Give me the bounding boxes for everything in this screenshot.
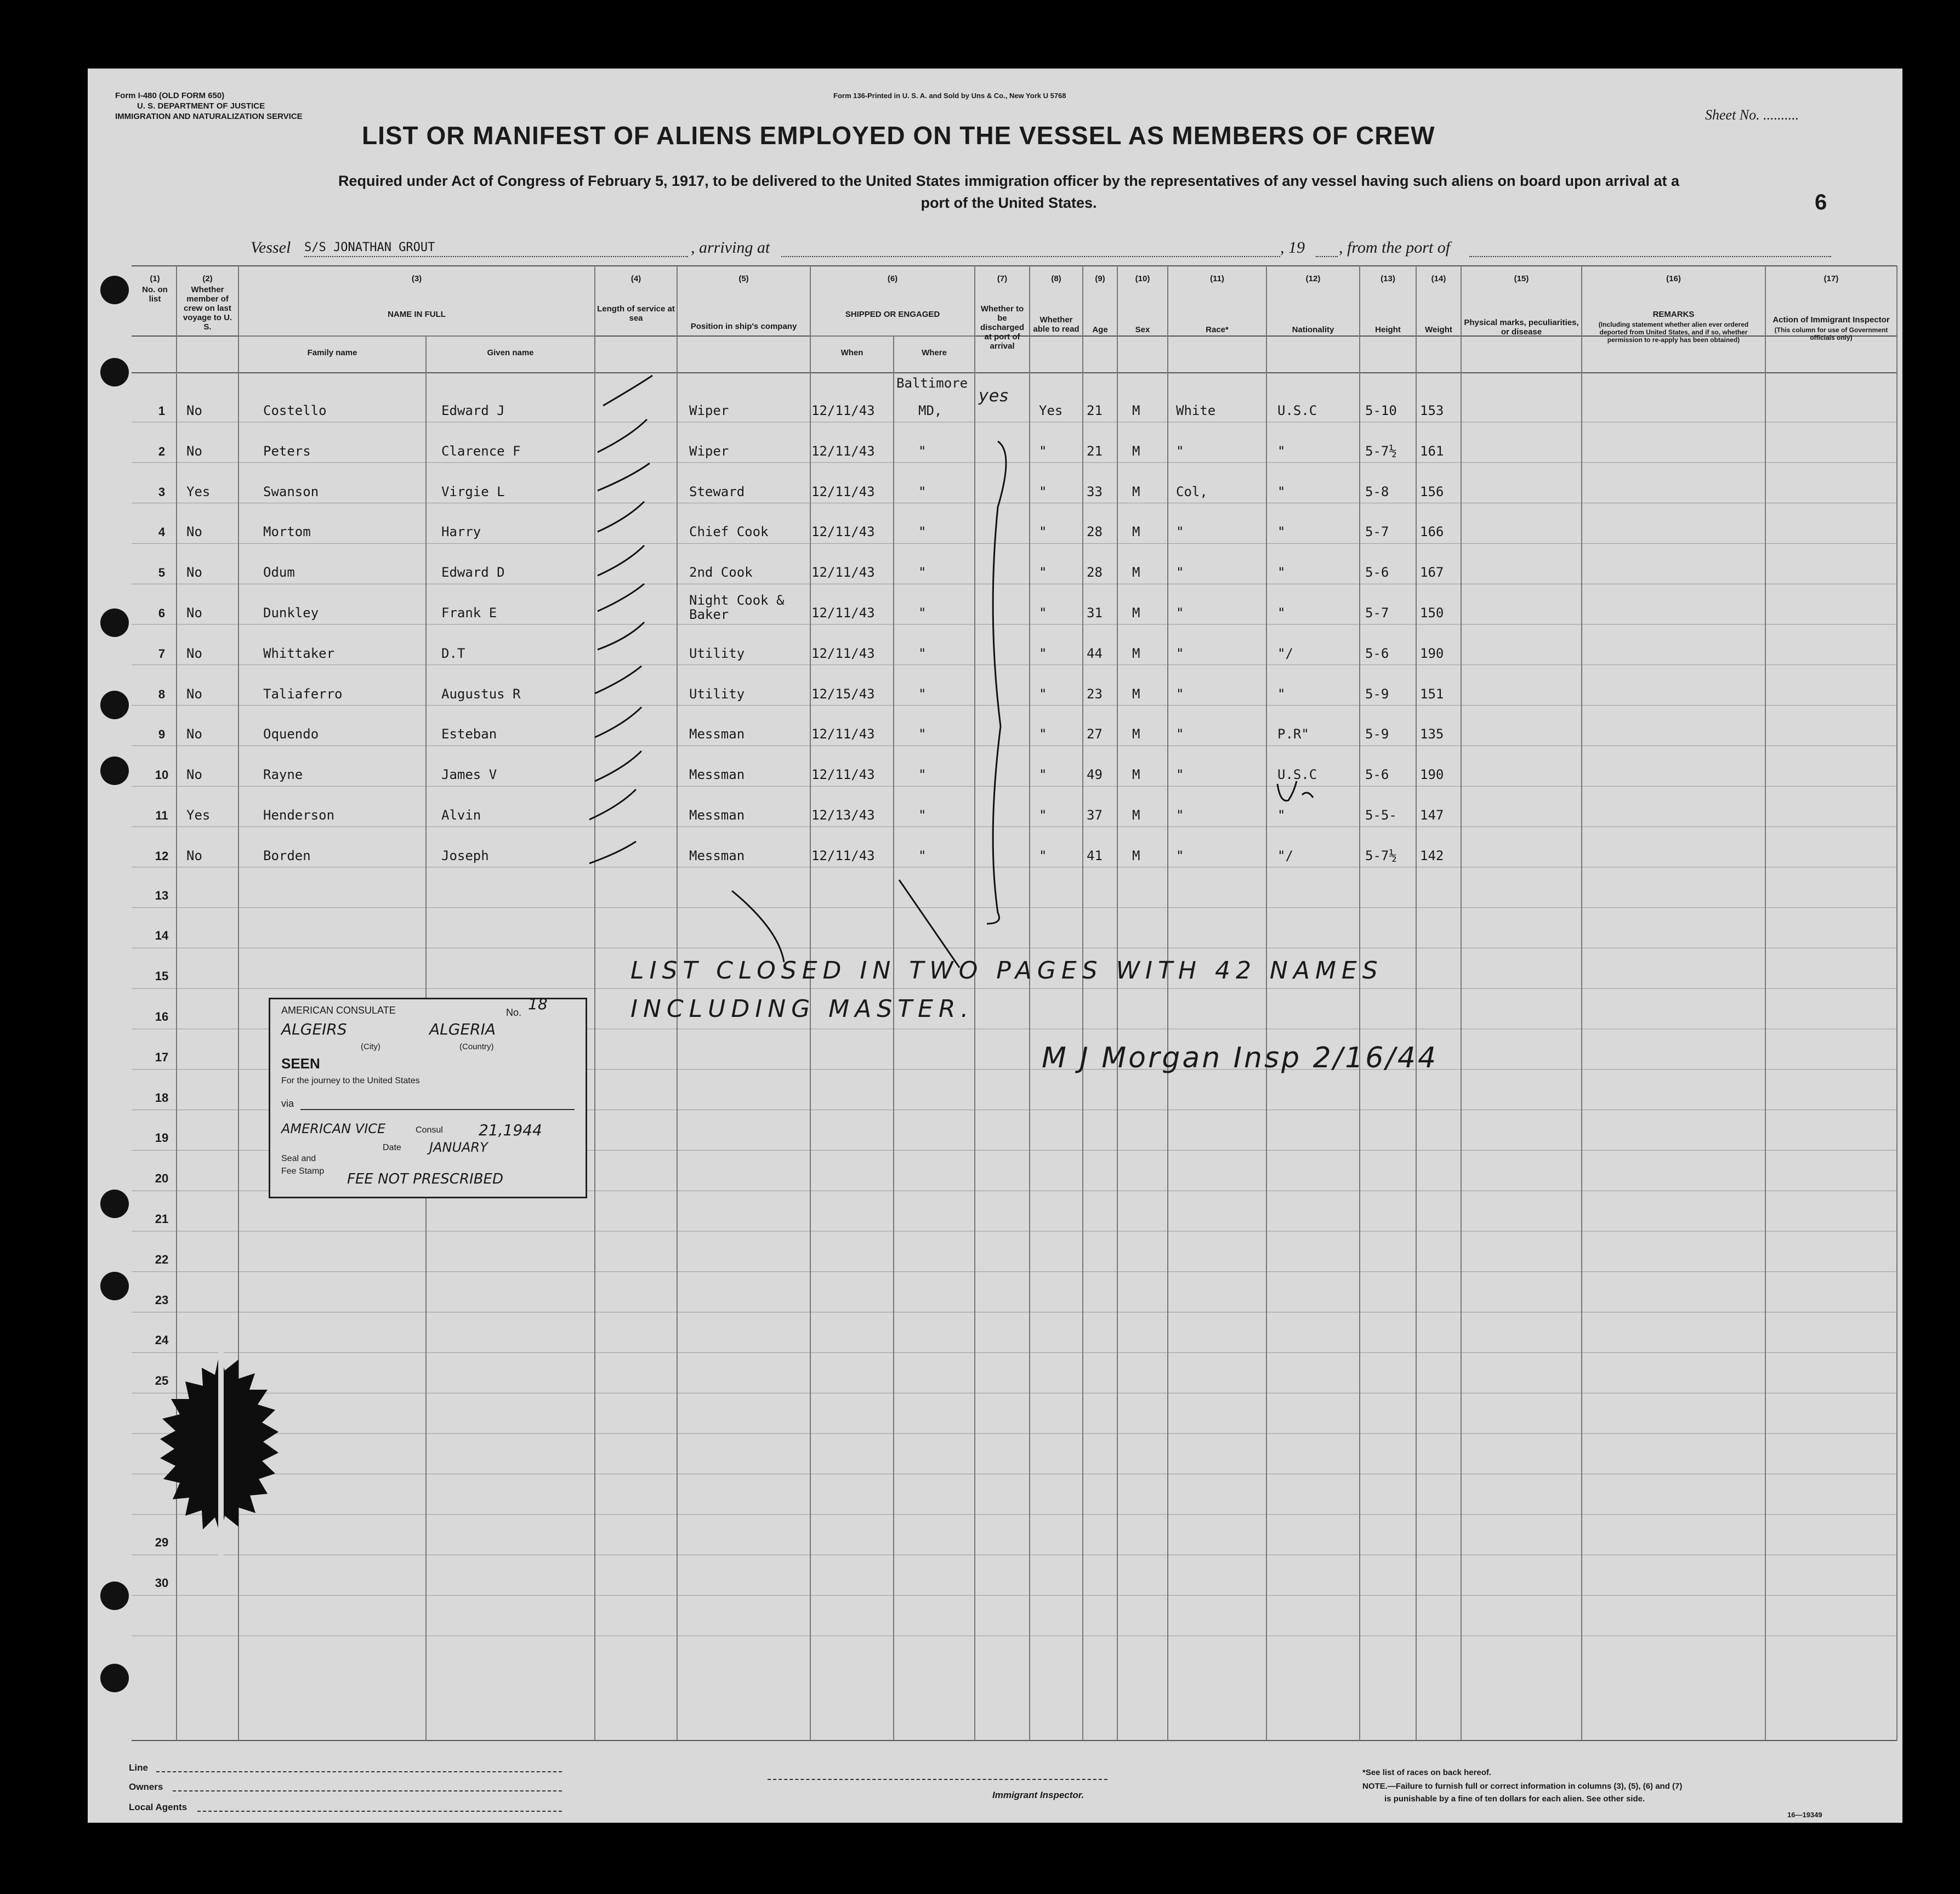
punch-hole <box>100 691 129 719</box>
cell-read: " <box>1039 565 1047 581</box>
cell-age: 21 <box>1087 403 1103 418</box>
cell-age: 23 <box>1087 686 1103 702</box>
cell-nationality: " <box>1277 524 1286 540</box>
cell-last-voyage: No <box>186 443 202 459</box>
stamp-consulate: AMERICAN CONSULATE <box>281 1005 396 1016</box>
footer-owners-label: Owners <box>129 1782 163 1792</box>
column-number: (5) <box>738 274 749 283</box>
cell-race: " <box>1176 443 1184 459</box>
punch-hole <box>100 757 129 785</box>
cell-where: " <box>918 645 927 661</box>
cell-read: " <box>1039 767 1047 783</box>
cell-family: Rayne <box>263 767 303 783</box>
department: U. S. DEPARTMENT OF JUSTICE <box>137 101 265 111</box>
row-number: 15 <box>155 969 169 983</box>
cell-height: 5-6 <box>1365 645 1389 661</box>
column-label: NAME IN FULL <box>388 310 446 319</box>
cell-family: Swanson <box>263 484 319 499</box>
cell-given: James V <box>441 767 497 783</box>
column-note: (This column for use of Government officials only) <box>1774 326 1888 342</box>
column-label: SHIPPED OR ENGAGED <box>845 310 940 319</box>
row-number: 10 <box>155 768 169 782</box>
cell-position: Wiper <box>689 403 729 418</box>
stamp-city-label: (City) <box>361 1042 380 1051</box>
cell-last-voyage: No <box>186 605 202 621</box>
cell-family: Peters <box>263 443 311 459</box>
cell-where: " <box>918 807 927 823</box>
row-number: 22 <box>155 1252 169 1266</box>
cell-read: " <box>1039 605 1047 621</box>
cell-read: " <box>1039 443 1047 459</box>
cell-where: " <box>918 848 927 863</box>
cell-last-voyage: No <box>186 686 202 702</box>
cell-nationality: " <box>1277 807 1286 823</box>
cell-height: 5-6 <box>1365 565 1389 581</box>
cell-position: Messman <box>689 767 745 783</box>
cell-sex: M <box>1132 484 1140 499</box>
arriving-underline <box>781 256 1280 257</box>
cell-given: Frank E <box>441 605 497 621</box>
cell-read: Yes <box>1039 403 1063 418</box>
cell-family: Henderson <box>263 807 335 823</box>
row-number: 5 <box>158 566 166 580</box>
cell-nationality: "/ <box>1277 848 1293 863</box>
cell-sex: M <box>1132 443 1140 459</box>
cell-weight: 142 <box>1420 848 1444 863</box>
cell-given: Joseph <box>441 848 489 863</box>
cell-height: 5-5- <box>1365 807 1397 823</box>
footer-agents-underline <box>197 1811 562 1812</box>
inspector-signature: M J Morgan Insp 2/16/44 <box>1042 1042 1439 1074</box>
cell-height: 5-8 <box>1365 484 1389 499</box>
column-label: Weight <box>1425 325 1452 334</box>
cell-position: Steward <box>689 484 745 499</box>
cell-sex: M <box>1132 726 1140 742</box>
cell-where: " <box>918 443 927 459</box>
cell-race: " <box>1176 645 1184 661</box>
cell-given: Harry <box>441 524 481 540</box>
row-number: 1 <box>158 404 166 418</box>
column-sublabel: Where <box>922 348 947 357</box>
cell-when: 12/11/43 <box>811 565 875 581</box>
cell-sex: M <box>1132 645 1140 661</box>
cell-family: Taliaferro <box>263 686 343 702</box>
vessel-underline <box>304 256 688 257</box>
cell-height: 5-9 <box>1365 726 1389 742</box>
cell-race: " <box>1176 767 1184 783</box>
column-label: Position in ship's company <box>690 322 797 331</box>
row-number: 21 <box>155 1212 169 1226</box>
row-number: 24 <box>155 1333 169 1347</box>
stamp-consul: Consul <box>416 1125 443 1135</box>
page-title: LIST OR MANIFEST OF ALIENS EMPLOYED ON THE VESSEL AS MEMBERS OF CREW <box>362 121 1435 150</box>
column-number: (8) <box>1051 274 1061 283</box>
punch-hole <box>100 608 129 637</box>
cell-position: Night Cook & Baker <box>689 593 785 622</box>
column-number: (7) <box>997 274 1008 283</box>
cell-last-voyage: Yes <box>186 807 211 823</box>
manifest-page <box>88 69 1902 1823</box>
cell-given: Virgie L <box>441 484 505 499</box>
inspector-signature-line <box>768 1779 1107 1780</box>
cell-height: 5-7 <box>1365 524 1389 540</box>
cell-weight: 151 <box>1420 686 1444 702</box>
cell-age: 49 <box>1087 767 1103 783</box>
cell-when: 12/15/43 <box>811 686 875 702</box>
cell-given: Edward D <box>441 565 505 581</box>
cell-sex: M <box>1132 403 1140 418</box>
cell-family: Mortom <box>263 524 311 540</box>
sheet-label: Sheet No. .......... <box>1705 107 1799 123</box>
cell-where: " <box>918 726 927 742</box>
cell-age: 33 <box>1087 484 1103 499</box>
stamp-date-label: Date <box>383 1143 401 1152</box>
cell-family: Dunkley <box>263 605 319 621</box>
cell-nationality: " <box>1277 686 1286 702</box>
stamp-date-value: 21,1944 <box>479 1121 542 1139</box>
stamp-no-label: No. <box>506 1007 522 1018</box>
cell-sex: M <box>1132 605 1140 621</box>
row-number: 2 <box>158 444 166 458</box>
consulate-stamp <box>269 995 587 1198</box>
column-sublabel: Family name <box>307 348 357 357</box>
cell-last-voyage: No <box>186 403 202 418</box>
column-number: (2) <box>202 274 213 283</box>
cell-nationality: U.S.C <box>1277 403 1317 418</box>
year-label: , 19 <box>1280 238 1305 257</box>
column-label: REMARKS <box>1652 310 1695 319</box>
cell-nationality: U.S.C <box>1277 767 1317 783</box>
cell-where: MD, <box>918 403 942 418</box>
row-number: 25 <box>155 1374 169 1388</box>
cell-height: 5-6 <box>1365 767 1389 783</box>
column-label: Whether able to read <box>1033 315 1080 334</box>
cell-given: D.T <box>441 645 465 661</box>
stamp-via: via <box>281 1098 294 1109</box>
cell-read: " <box>1039 848 1047 863</box>
row-number: 9 <box>158 727 166 742</box>
arriving-label: , arriving at <box>691 238 770 257</box>
column-label: Whether to be discharged at port of arrival <box>980 304 1025 351</box>
cell-read: " <box>1039 645 1047 661</box>
row-number: 16 <box>155 1010 169 1023</box>
cell-last-voyage: No <box>186 524 202 540</box>
cell-age: 44 <box>1087 645 1103 661</box>
cell-age: 37 <box>1087 807 1103 823</box>
subtitle-line2: port of the United States. <box>921 195 1097 211</box>
cell-race: " <box>1176 605 1184 621</box>
cell-when: 12/13/43 <box>811 807 875 823</box>
column-number: (9) <box>1095 274 1105 283</box>
stamp-seal-label: Seal and <box>281 1154 316 1163</box>
column-label: No. on list <box>142 285 168 304</box>
cell-read: " <box>1039 726 1047 742</box>
stamp-fee-label: Fee Stamp <box>281 1167 325 1176</box>
cell-age: 31 <box>1087 605 1103 621</box>
punch-hole <box>100 1272 129 1300</box>
row-number: 20 <box>155 1171 169 1186</box>
row-number: 30 <box>155 1576 169 1590</box>
cell-age: 28 <box>1087 565 1103 581</box>
column-number: (6) <box>887 274 898 283</box>
cell-position: Wiper <box>689 443 729 459</box>
row-number: 29 <box>155 1535 169 1550</box>
cell-age: 28 <box>1087 524 1103 540</box>
column-number: (3) <box>411 274 422 283</box>
column-label: Race* <box>1206 325 1229 334</box>
cell-height: 5-10 <box>1365 403 1397 418</box>
cell-when: 12/11/43 <box>811 645 875 661</box>
cell-position: Messman <box>689 807 745 823</box>
row-number: 8 <box>158 687 166 701</box>
cell-position: 2nd Cook <box>689 565 753 581</box>
stamp-city: ALGEIRS <box>281 1020 347 1038</box>
cell-position: Chief Cook <box>689 524 769 540</box>
stamp-vice: AMERICAN VICE <box>281 1121 386 1136</box>
footer-races-note: *See list of races on back hereof. <box>1362 1768 1492 1777</box>
cell-when: 12/11/43 <box>811 848 875 863</box>
column-sublabel: Given name <box>487 348 534 357</box>
cell-last-voyage: No <box>186 565 202 581</box>
cell-when: 12/11/43 <box>811 443 875 459</box>
row-number: 11 <box>155 809 168 822</box>
cell-given: Edward J <box>441 403 505 418</box>
cell-sex: M <box>1132 524 1140 540</box>
cell-when: 12/11/43 <box>811 524 875 540</box>
stamp-journey: For the journey to the United States <box>281 1076 420 1085</box>
cell-sex: M <box>1132 848 1140 863</box>
cell-last-voyage: Yes <box>186 484 211 499</box>
cell-weight: 135 <box>1420 726 1444 742</box>
row-number: 17 <box>155 1050 169 1064</box>
cell-family: Borden <box>263 848 311 863</box>
punch-hole <box>100 1582 129 1610</box>
column-label: Nationality <box>1292 325 1334 334</box>
cell-position: Messman <box>689 726 745 742</box>
stamp-fee-text: FEE NOT PRESCRIBED <box>347 1171 503 1187</box>
cell-read: " <box>1039 524 1047 540</box>
cell-sex: M <box>1132 807 1140 823</box>
sheet-number: 6 <box>1815 190 1827 214</box>
cell-weight: 150 <box>1420 605 1444 621</box>
row-number: 19 <box>155 1131 169 1145</box>
stamp-country: ALGERIA <box>429 1020 496 1038</box>
stamp-via-line <box>300 1109 575 1110</box>
column-label: Height <box>1375 325 1401 334</box>
cell-age: 27 <box>1087 726 1103 742</box>
cell-where-city: Baltimore <box>896 376 968 391</box>
cell-race: " <box>1176 848 1184 863</box>
column-label: Physical marks, peculiarities, or disease <box>1464 318 1579 337</box>
column-note: (Including statement whether alien ever ordered deported from United States, and if so, whether permission to re-apply has been obtained) <box>1598 321 1749 344</box>
column-label: Whether member of crew on last voyage to U. S. <box>183 285 232 332</box>
cell-family: Oquendo <box>263 726 319 742</box>
cell-where: " <box>918 686 927 702</box>
column-number: (14) <box>1431 274 1446 283</box>
cell-height: 5-7 <box>1365 605 1389 621</box>
cell-when: 12/11/43 <box>811 767 875 783</box>
column-number: (12) <box>1305 274 1321 283</box>
cell-race: " <box>1176 807 1184 823</box>
cell-age: 21 <box>1087 443 1103 459</box>
cell-last-voyage: No <box>186 848 202 863</box>
column-number: (10) <box>1135 274 1150 283</box>
stamp-country-label: (Country) <box>459 1042 494 1051</box>
cell-family: Costello <box>263 403 327 418</box>
cell-sex: M <box>1132 686 1140 702</box>
column-number: (16) <box>1666 274 1681 283</box>
cell-sex: M <box>1132 767 1140 783</box>
row-number: 13 <box>155 888 169 902</box>
cell-where: " <box>918 767 927 783</box>
row-number: 18 <box>155 1090 169 1105</box>
cell-given: Augustus R <box>441 686 521 702</box>
cell-height: 5-7½ <box>1365 443 1397 459</box>
cell-read: " <box>1039 686 1047 702</box>
column-number: (11) <box>1210 274 1224 283</box>
row-number: 14 <box>155 929 169 943</box>
column-number: (17) <box>1823 274 1839 283</box>
row-number: 4 <box>158 525 166 539</box>
service: IMMIGRATION AND NATURALIZATION SERVICE <box>115 112 303 121</box>
cell-sex: M <box>1132 565 1140 581</box>
cell-height: 5-7½ <box>1365 848 1397 863</box>
punch-hole <box>100 1190 129 1218</box>
stamp-seen: SEEN <box>281 1055 320 1072</box>
cell-weight: 161 <box>1420 443 1444 459</box>
cell-where: " <box>918 524 927 540</box>
vessel-name: S/S JONATHAN GROUT <box>304 241 435 254</box>
cell-family: Whittaker <box>263 645 335 661</box>
cell-read: " <box>1039 807 1047 823</box>
column-number: (4) <box>630 274 641 283</box>
cell-weight: 190 <box>1420 645 1444 661</box>
footer-line-label: Line <box>129 1762 148 1773</box>
cell-discharged: yes <box>979 386 1009 406</box>
cell-race: Col, <box>1176 484 1208 499</box>
cell-where: " <box>918 484 927 499</box>
cell-nationality: " <box>1277 443 1286 459</box>
cell-position: Utility <box>689 645 745 661</box>
cell-race: " <box>1176 565 1184 581</box>
footer-form-code: 16—19349 <box>1787 1811 1822 1819</box>
cell-position: Messman <box>689 848 745 863</box>
stamp-no-value: 18 <box>528 995 548 1013</box>
cell-given: Esteban <box>441 726 497 742</box>
cell-weight: 190 <box>1420 767 1444 783</box>
list-closed-line2: INCLUDING MASTER. <box>630 995 974 1023</box>
cell-nationality: "/ <box>1277 645 1293 661</box>
cell-race: " <box>1176 524 1184 540</box>
cell-given: Alvin <box>441 807 481 823</box>
cell-race: " <box>1176 686 1184 702</box>
row-number: 23 <box>155 1293 169 1307</box>
footer-note-line1: NOTE.—Failure to furnish full or correct information in columns (3), (5), (6) and (7) <box>1362 1782 1683 1791</box>
cell-weight: 153 <box>1420 403 1444 418</box>
punch-hole <box>100 276 129 304</box>
cell-where: " <box>918 565 927 581</box>
cell-age: 41 <box>1087 848 1103 863</box>
column-label: Age <box>1092 325 1108 334</box>
punch-hole <box>100 358 129 386</box>
cell-race: White <box>1176 403 1216 418</box>
from-underline <box>1469 256 1831 257</box>
cell-when: 12/11/43 <box>811 605 875 621</box>
row-number: 7 <box>158 646 166 661</box>
printer-note: Form 136-Printed in U. S. A. and Sold by Uns & Co., New York U 5768 <box>833 92 1066 100</box>
cell-last-voyage: No <box>186 645 202 661</box>
cell-given: Clarence F <box>441 443 521 459</box>
cell-position: Utility <box>689 686 745 702</box>
row-number: 6 <box>158 606 166 620</box>
cell-where: " <box>918 605 927 621</box>
cell-nationality: " <box>1277 565 1286 581</box>
column-label: Sex <box>1135 325 1150 334</box>
vessel-label: Vessel <box>251 238 291 257</box>
column-number: (1) <box>150 274 160 283</box>
cell-weight: 147 <box>1420 807 1444 823</box>
cell-when: 12/11/43 <box>811 403 875 418</box>
cell-nationality: " <box>1277 605 1286 621</box>
footer-owners-underline <box>173 1790 562 1791</box>
column-label: Action of Immigrant Inspector <box>1772 315 1890 325</box>
footer-agents-label: Local Agents <box>129 1802 188 1812</box>
cell-read: " <box>1039 484 1047 499</box>
footer-inspector-label: Immigrant Inspector. <box>992 1790 1084 1800</box>
subtitle-line1: Required under Act of Congress of February 5, 1917, to be delivered to the United States immigration officer by the representatives of any vessel having such aliens on board upon arrival at a <box>338 173 1680 189</box>
cell-nationality: P.R" <box>1277 726 1309 742</box>
stamp-month: JANUARY <box>429 1140 488 1155</box>
from-label: , from the port of <box>1339 238 1451 257</box>
year-underline <box>1316 256 1338 257</box>
cell-family: Odum <box>263 565 295 581</box>
cell-when: 12/11/43 <box>811 726 875 742</box>
punch-hole <box>100 1664 129 1692</box>
cell-nationality: " <box>1277 484 1286 499</box>
footer-note-line2: is punishable by a fine of ten dollars for each alien. See other side. <box>1384 1794 1645 1804</box>
column-label: Length of service at sea <box>597 304 675 323</box>
row-number: 3 <box>158 485 166 499</box>
column-number: (15) <box>1514 274 1529 283</box>
column-number: (13) <box>1380 274 1395 283</box>
cell-last-voyage: No <box>186 767 202 783</box>
column-sublabel: When <box>840 348 863 357</box>
cell-last-voyage: No <box>186 726 202 742</box>
footer-line-underline <box>156 1771 562 1772</box>
list-closed-line1: LIST CLOSED IN TWO PAGES WITH 42 NAMES <box>630 957 1383 985</box>
cell-weight: 156 <box>1420 484 1444 499</box>
row-number: 12 <box>155 849 169 863</box>
form-id: Form I-480 (OLD FORM 650) <box>115 91 225 100</box>
cell-height: 5-9 <box>1365 686 1389 702</box>
cell-weight: 166 <box>1420 524 1444 540</box>
cell-race: " <box>1176 726 1184 742</box>
cell-when: 12/11/43 <box>811 484 875 499</box>
cell-weight: 167 <box>1420 565 1444 581</box>
